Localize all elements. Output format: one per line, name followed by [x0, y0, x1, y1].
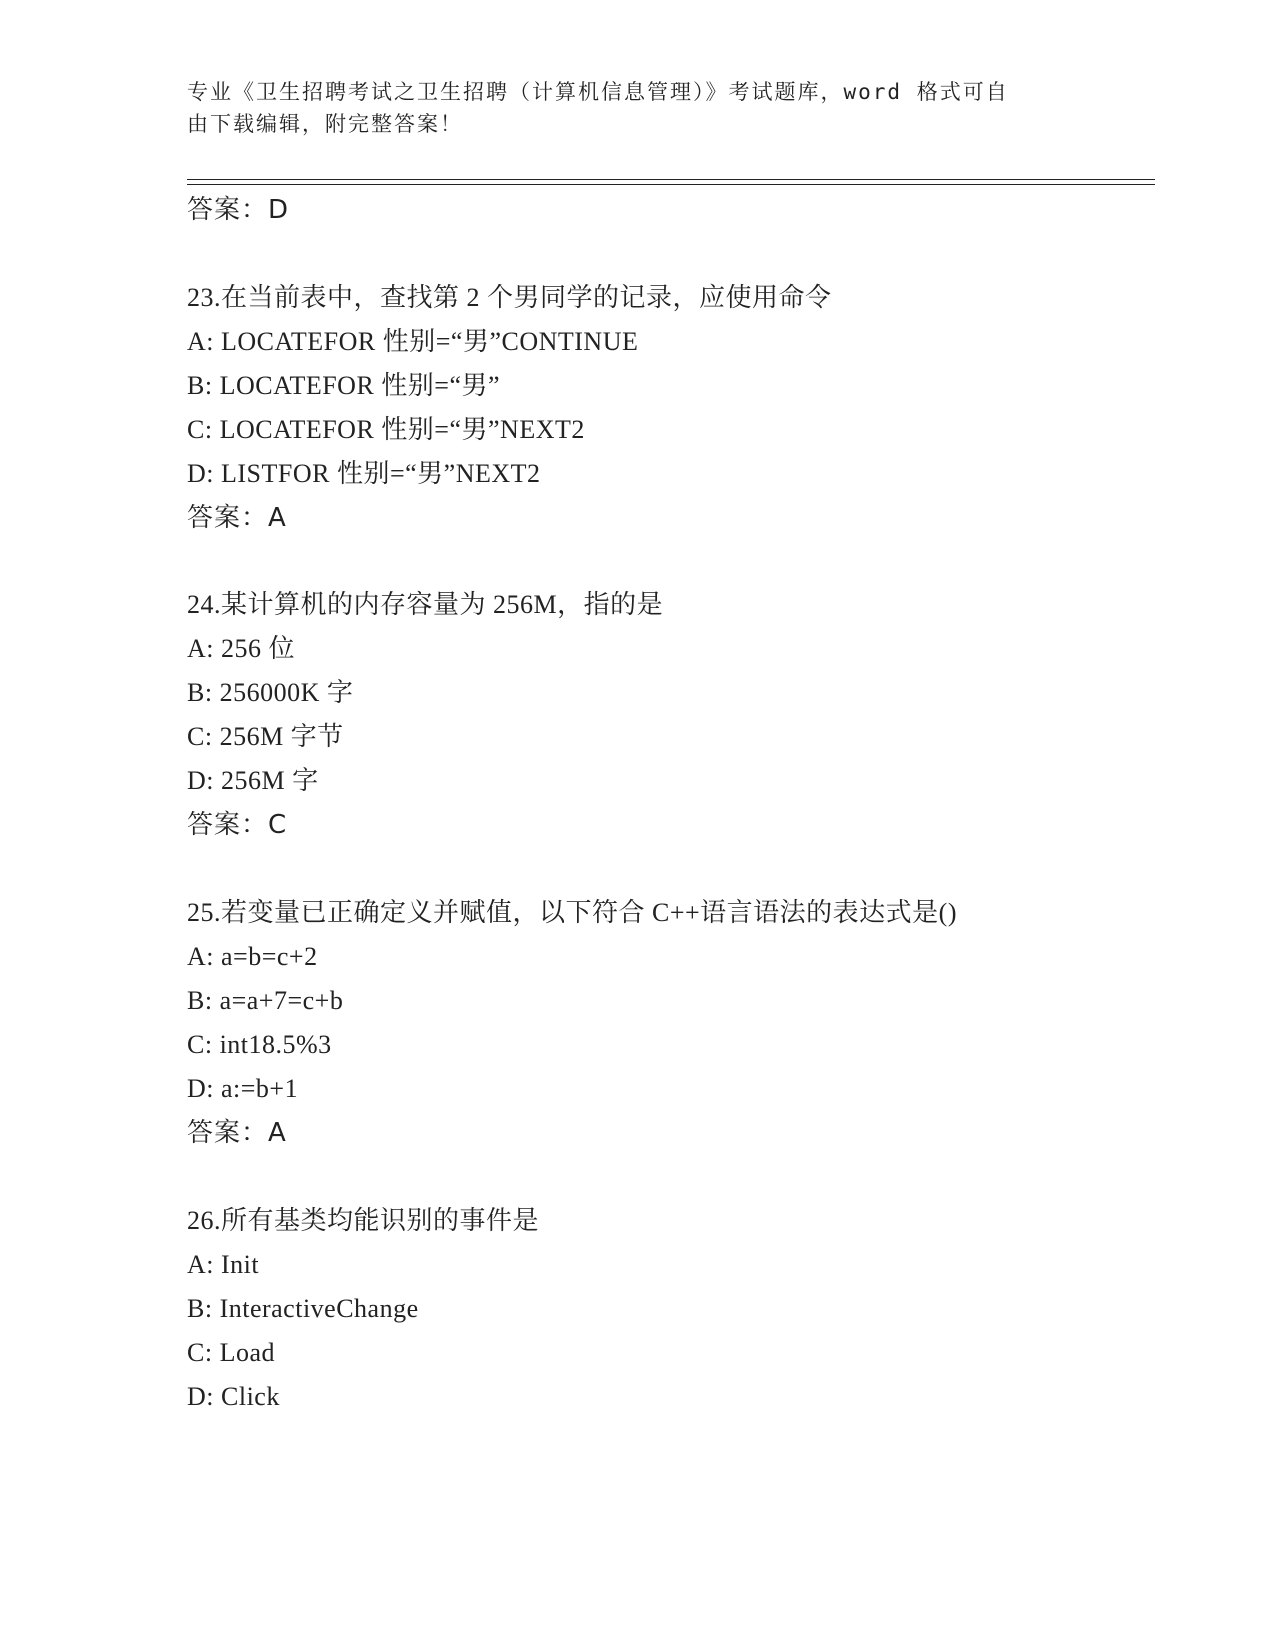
previous-answer: 答案：D	[187, 195, 290, 225]
header-divider-top	[187, 179, 1155, 180]
option-c: C: Load	[187, 1338, 275, 1367]
option-b: B: InteractiveChange	[187, 1294, 419, 1323]
header-line-1: 专业《卫生招聘考试之卫生招聘（计算机信息管理）》考试题库，word 格式可自	[187, 80, 1009, 104]
option-b: B: 256000K 字	[187, 678, 354, 707]
option-c: C: int18.5%3	[187, 1030, 332, 1059]
option-a: A: 256 位	[187, 634, 296, 663]
answer-label: 答案：A	[187, 503, 287, 533]
option-b: B: LOCATEFOR 性别=“男”	[187, 371, 501, 400]
question-stem: 24.某计算机的内存容量为 256M，指的是	[187, 590, 664, 619]
question-stem: 23.在当前表中，查找第 2 个男同学的记录，应使用命令	[187, 283, 832, 312]
document-header	[187, 76, 1067, 140]
option-a: A: Init	[187, 1250, 260, 1279]
option-a: A: a=b=c+2	[187, 942, 318, 971]
option-d: D: LISTFOR 性别=“男”NEXT2	[187, 459, 541, 488]
option-a: A: LOCATEFOR 性别=“男”CONTINUE	[187, 327, 639, 356]
header-divider-bottom	[187, 184, 1155, 185]
option-b: B: a=a+7=c+b	[187, 986, 344, 1015]
answer-label: 答案：A	[187, 1118, 287, 1148]
question-stem: 25.若变量已正确定义并赋值，以下符合 C++语言语法的表达式是()	[187, 898, 957, 927]
option-d: D: 256M 字	[187, 766, 319, 795]
option-d: D: Click	[187, 1382, 280, 1411]
question-stem: 26.所有基类均能识别的事件是	[187, 1206, 540, 1235]
option-d: D: a:=b+1	[187, 1074, 299, 1103]
option-c: C: LOCATEFOR 性别=“男”NEXT2	[187, 415, 585, 444]
header-line-2: 由下载编辑，附完整答案！	[187, 112, 463, 136]
option-c: C: 256M 字节	[187, 722, 344, 751]
answer-label: 答案：C	[187, 810, 288, 840]
